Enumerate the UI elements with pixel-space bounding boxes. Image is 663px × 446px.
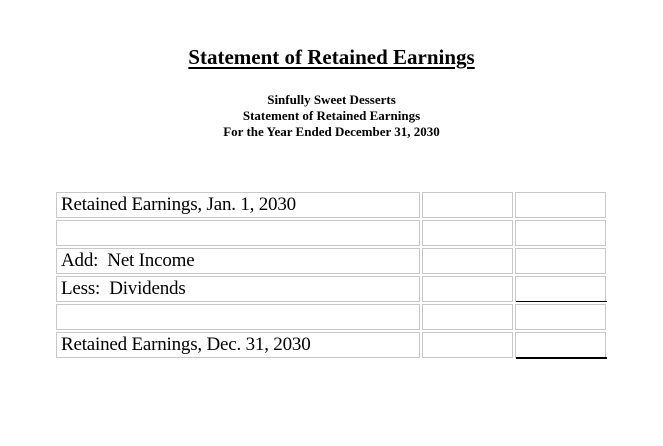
table-row-ending-balance: [56, 332, 606, 358]
row-label: [56, 304, 420, 330]
statement-period: For the Year Ended December 31, 2030: [223, 124, 440, 139]
row-label: Retained Earnings, Dec. 31, 2030: [56, 332, 420, 358]
statement-header: [0, 92, 663, 140]
amount-cell-col1: [422, 220, 513, 246]
page-title: Statement of Retained Earnings: [188, 45, 475, 69]
amount-cell-col1: [422, 304, 513, 330]
row-label: Add: Net Income: [56, 248, 420, 274]
table-row-beginning-balance: [56, 192, 606, 218]
amount-cell-col2: [515, 220, 606, 246]
row-label: Retained Earnings, Jan. 1, 2030: [56, 192, 420, 218]
table-row-net-income: [56, 248, 606, 274]
total-underline: [516, 357, 607, 359]
company-name: Sinfully Sweet Desserts: [267, 92, 396, 107]
table-row-blank: [56, 220, 606, 246]
amount-cell-col2-subtotal: [515, 276, 606, 302]
statement-table: [54, 190, 608, 360]
amount-cell-col1: [422, 332, 513, 358]
amount-cell-col2-total: [515, 332, 606, 358]
table-row-dividends: [56, 276, 606, 302]
statement-name: Statement of Retained Earnings: [242, 108, 421, 123]
amount-cell-col2: [515, 304, 606, 330]
row-label: Less: Dividends: [56, 276, 420, 302]
amount-cell-col2: [515, 248, 606, 274]
table-row-blank: [56, 304, 606, 330]
amount-cell-col1: [422, 276, 513, 302]
subtotal-underline: [516, 301, 607, 302]
amount-cell-col1: [422, 192, 513, 218]
amount-cell-col1: [422, 248, 513, 274]
amount-cell-col2: [515, 192, 606, 218]
row-label: [56, 220, 420, 246]
